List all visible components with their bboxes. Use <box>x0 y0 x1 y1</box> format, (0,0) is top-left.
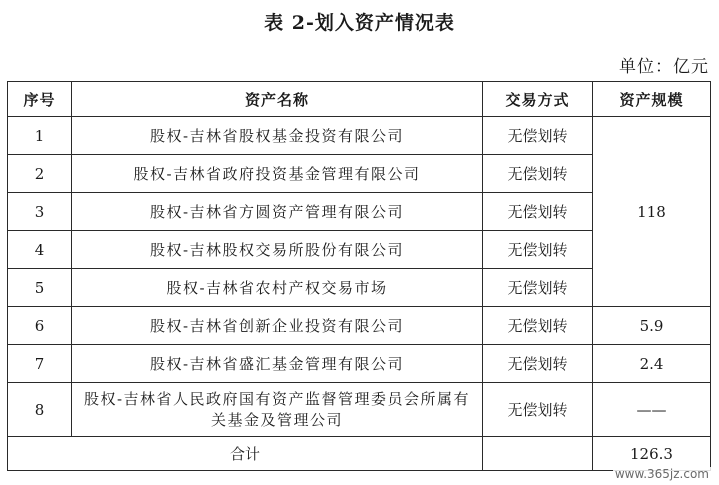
table-row <box>8 345 711 383</box>
table-header-row <box>8 82 711 117</box>
col-header-name: 资产名称 <box>72 82 483 117</box>
total-empty-cell <box>483 437 593 471</box>
row-method: 无偿划转 <box>483 269 593 307</box>
row-method: 无偿划转 <box>483 307 593 345</box>
row-asset-name: 股权-吉林省农村产权交易市场 <box>72 269 483 307</box>
table-row <box>8 117 711 155</box>
row-no: 5 <box>8 269 72 307</box>
row-scale: 2.4 <box>593 345 711 383</box>
col-header-scale: 资产规模 <box>593 82 711 117</box>
row-no: 6 <box>8 307 72 345</box>
row-method: 无偿划转 <box>483 231 593 269</box>
row-asset-name: 股权-吉林省股权基金投资有限公司 <box>72 117 483 155</box>
watermark: www.365jz.com <box>614 467 709 481</box>
unit-label: 单位：亿元 <box>619 57 709 77</box>
row-scale: 5.9 <box>593 307 711 345</box>
row-no: 4 <box>8 231 72 269</box>
asset-table <box>7 81 711 471</box>
row-scale: —— <box>593 383 711 437</box>
row-asset-name: 股权-吉林省创新企业投资有限公司 <box>72 307 483 345</box>
row-asset-name: 股权-吉林省人民政府国有资产监督管理委员会所属有关基金及管理公司 <box>72 383 483 437</box>
total-label: 合计 <box>8 437 483 471</box>
row-asset-name: 股权-吉林省方圆资产管理有限公司 <box>72 193 483 231</box>
total-value: 126.3 <box>593 437 711 471</box>
row-no: 3 <box>8 193 72 231</box>
row-method: 无偿划转 <box>483 193 593 231</box>
table-row <box>8 307 711 345</box>
table-title: 表 2-划入资产情况表 <box>264 12 455 34</box>
total-row <box>8 437 711 471</box>
row-no: 8 <box>8 383 72 437</box>
table-row <box>8 383 711 437</box>
row-no: 7 <box>8 345 72 383</box>
row-method: 无偿划转 <box>483 117 593 155</box>
row-no: 1 <box>8 117 72 155</box>
row-method: 无偿划转 <box>483 155 593 193</box>
row-no: 2 <box>8 155 72 193</box>
row-asset-name: 股权-吉林省政府投资基金管理有限公司 <box>72 155 483 193</box>
col-header-method: 交易方式 <box>483 82 593 117</box>
row-asset-name: 股权-吉林省盛汇基金管理有限公司 <box>72 345 483 383</box>
row-method: 无偿划转 <box>483 383 593 437</box>
col-header-no: 序号 <box>8 82 72 117</box>
row-scale-merged: 118 <box>593 117 711 307</box>
row-method: 无偿划转 <box>483 345 593 383</box>
row-asset-name: 股权-吉林股权交易所股份有限公司 <box>72 231 483 269</box>
